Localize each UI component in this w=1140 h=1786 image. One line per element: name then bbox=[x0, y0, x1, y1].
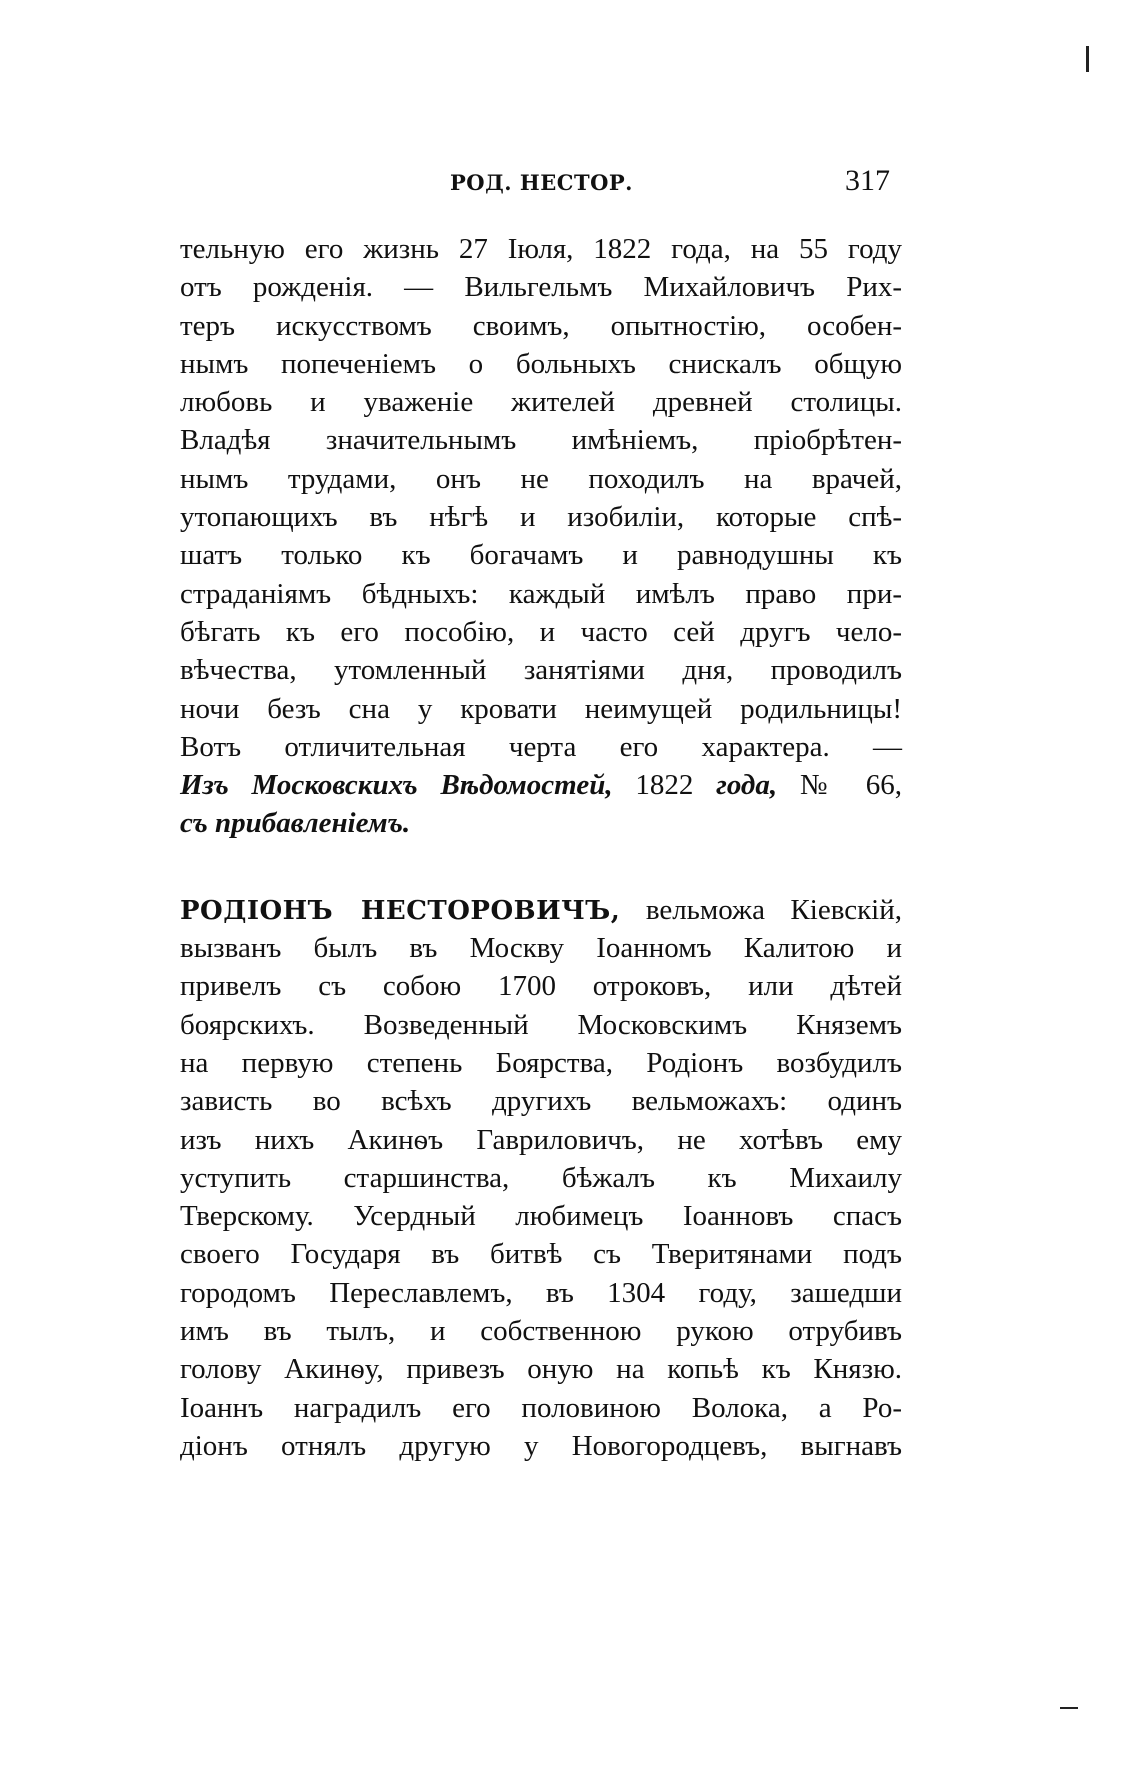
text-line: любовь и уваженіе жителей древней столицы. bbox=[180, 386, 902, 419]
entry-rodion bbox=[180, 891, 902, 1465]
text-line: отъ рожденія. — Вильгельмъ Михайловичъ Рих- bbox=[180, 271, 902, 304]
entry-first-line bbox=[180, 891, 902, 929]
body-text bbox=[180, 230, 902, 1465]
text-line: уступить старшинства, бѣжалъ къ Михаилу bbox=[180, 1161, 902, 1194]
text-line: городомъ Переславлемъ, въ 1304 году, зашедши bbox=[180, 1276, 902, 1309]
running-head bbox=[180, 164, 900, 204]
text-line: имъ въ тылъ, и собственною рукою отрубивъ bbox=[180, 1315, 902, 1348]
text-line: на первую степень Боярства, Родіонъ возбудилъ bbox=[180, 1046, 902, 1079]
edge-mark-bottom-right bbox=[1060, 1707, 1078, 1709]
source-year: 1822 bbox=[635, 769, 694, 802]
source-issue: № 66, bbox=[799, 769, 903, 802]
text-line: своего Государя въ битвѣ съ Тверитянами подъ bbox=[180, 1238, 902, 1271]
text-line: Іоаннъ наградилъ его половиною Волока, а Ро- bbox=[180, 1391, 902, 1424]
source-title: Изъ Московскихъ Вѣдомостей, bbox=[180, 769, 613, 802]
entry-continuation bbox=[180, 230, 902, 843]
text-line: Владѣя значительнымъ имѣніемъ, пріобрѣтен- bbox=[180, 424, 902, 457]
text-line: тельную его жизнь 27 Іюля, 1822 года, на 55 году bbox=[180, 233, 902, 265]
text-line: Вотъ отличительная черта его характера. — bbox=[180, 730, 902, 763]
text-line: зависть во всѣхъ другихъ вельможахъ: одинъ bbox=[180, 1085, 902, 1118]
text-line: нымъ попеченіемъ о больныхъ снискалъ общую bbox=[180, 347, 902, 380]
source-citation-line bbox=[180, 766, 902, 804]
entry-gap bbox=[180, 843, 902, 891]
text-line: страданіямъ бѣдныхъ: каждый имѣлъ право при- bbox=[180, 577, 902, 610]
entry-heading: РОДІОНЪ НЕСТОРОВИЧЪ, bbox=[180, 895, 621, 926]
entry-first-line-text: вельможа Кіевскій, bbox=[645, 893, 903, 926]
running-head-title: РОД. НЕСТОР. bbox=[450, 170, 633, 195]
text-line: Тверскому. Усердный любимецъ Іоанновъ спасъ bbox=[180, 1200, 902, 1233]
page-number: 317 bbox=[845, 164, 890, 197]
text-line: шатъ только къ богачамъ и равнодушны къ bbox=[180, 539, 902, 572]
source-year-word: года, bbox=[716, 769, 778, 802]
text-line: діонъ отнялъ другую у Новогородцевъ, выгнавъ bbox=[180, 1429, 902, 1462]
text-line: изъ нихъ Акинѳъ Гавриловичъ, не хотѣвъ ему bbox=[180, 1123, 902, 1156]
edge-mark-top-right bbox=[1086, 46, 1089, 72]
text-line: нымъ трудами, онъ не походилъ на врачей, bbox=[180, 462, 902, 495]
text-line: привелъ съ собою 1700 отроковъ, или дѣтей bbox=[180, 970, 902, 1003]
text-line: боярскихъ. Возведенный Московскимъ Княземъ bbox=[180, 1008, 902, 1041]
text-line: ночи безъ сна у кровати неимущей родильницы! bbox=[180, 692, 902, 725]
text-line: теръ искусствомъ своимъ, опытностію, особен- bbox=[180, 309, 902, 342]
text-line: вызванъ былъ въ Москву Іоанномъ Калитою и bbox=[180, 932, 902, 965]
text-line: голову Акинѳу, привезъ оную на копьѣ къ Князю. bbox=[180, 1353, 902, 1386]
source-supplement: съ прибавленіемъ. bbox=[180, 807, 411, 840]
text-line: утопающихъ въ нѣгѣ и изобиліи, которые спѣ- bbox=[180, 501, 902, 534]
text-line: вѣчества, утомленный занятіями дня, проводилъ bbox=[180, 654, 902, 687]
text-line: бѣгать къ его пособію, и часто сей другъ чело- bbox=[180, 615, 902, 648]
source-supplement-line bbox=[180, 804, 902, 842]
